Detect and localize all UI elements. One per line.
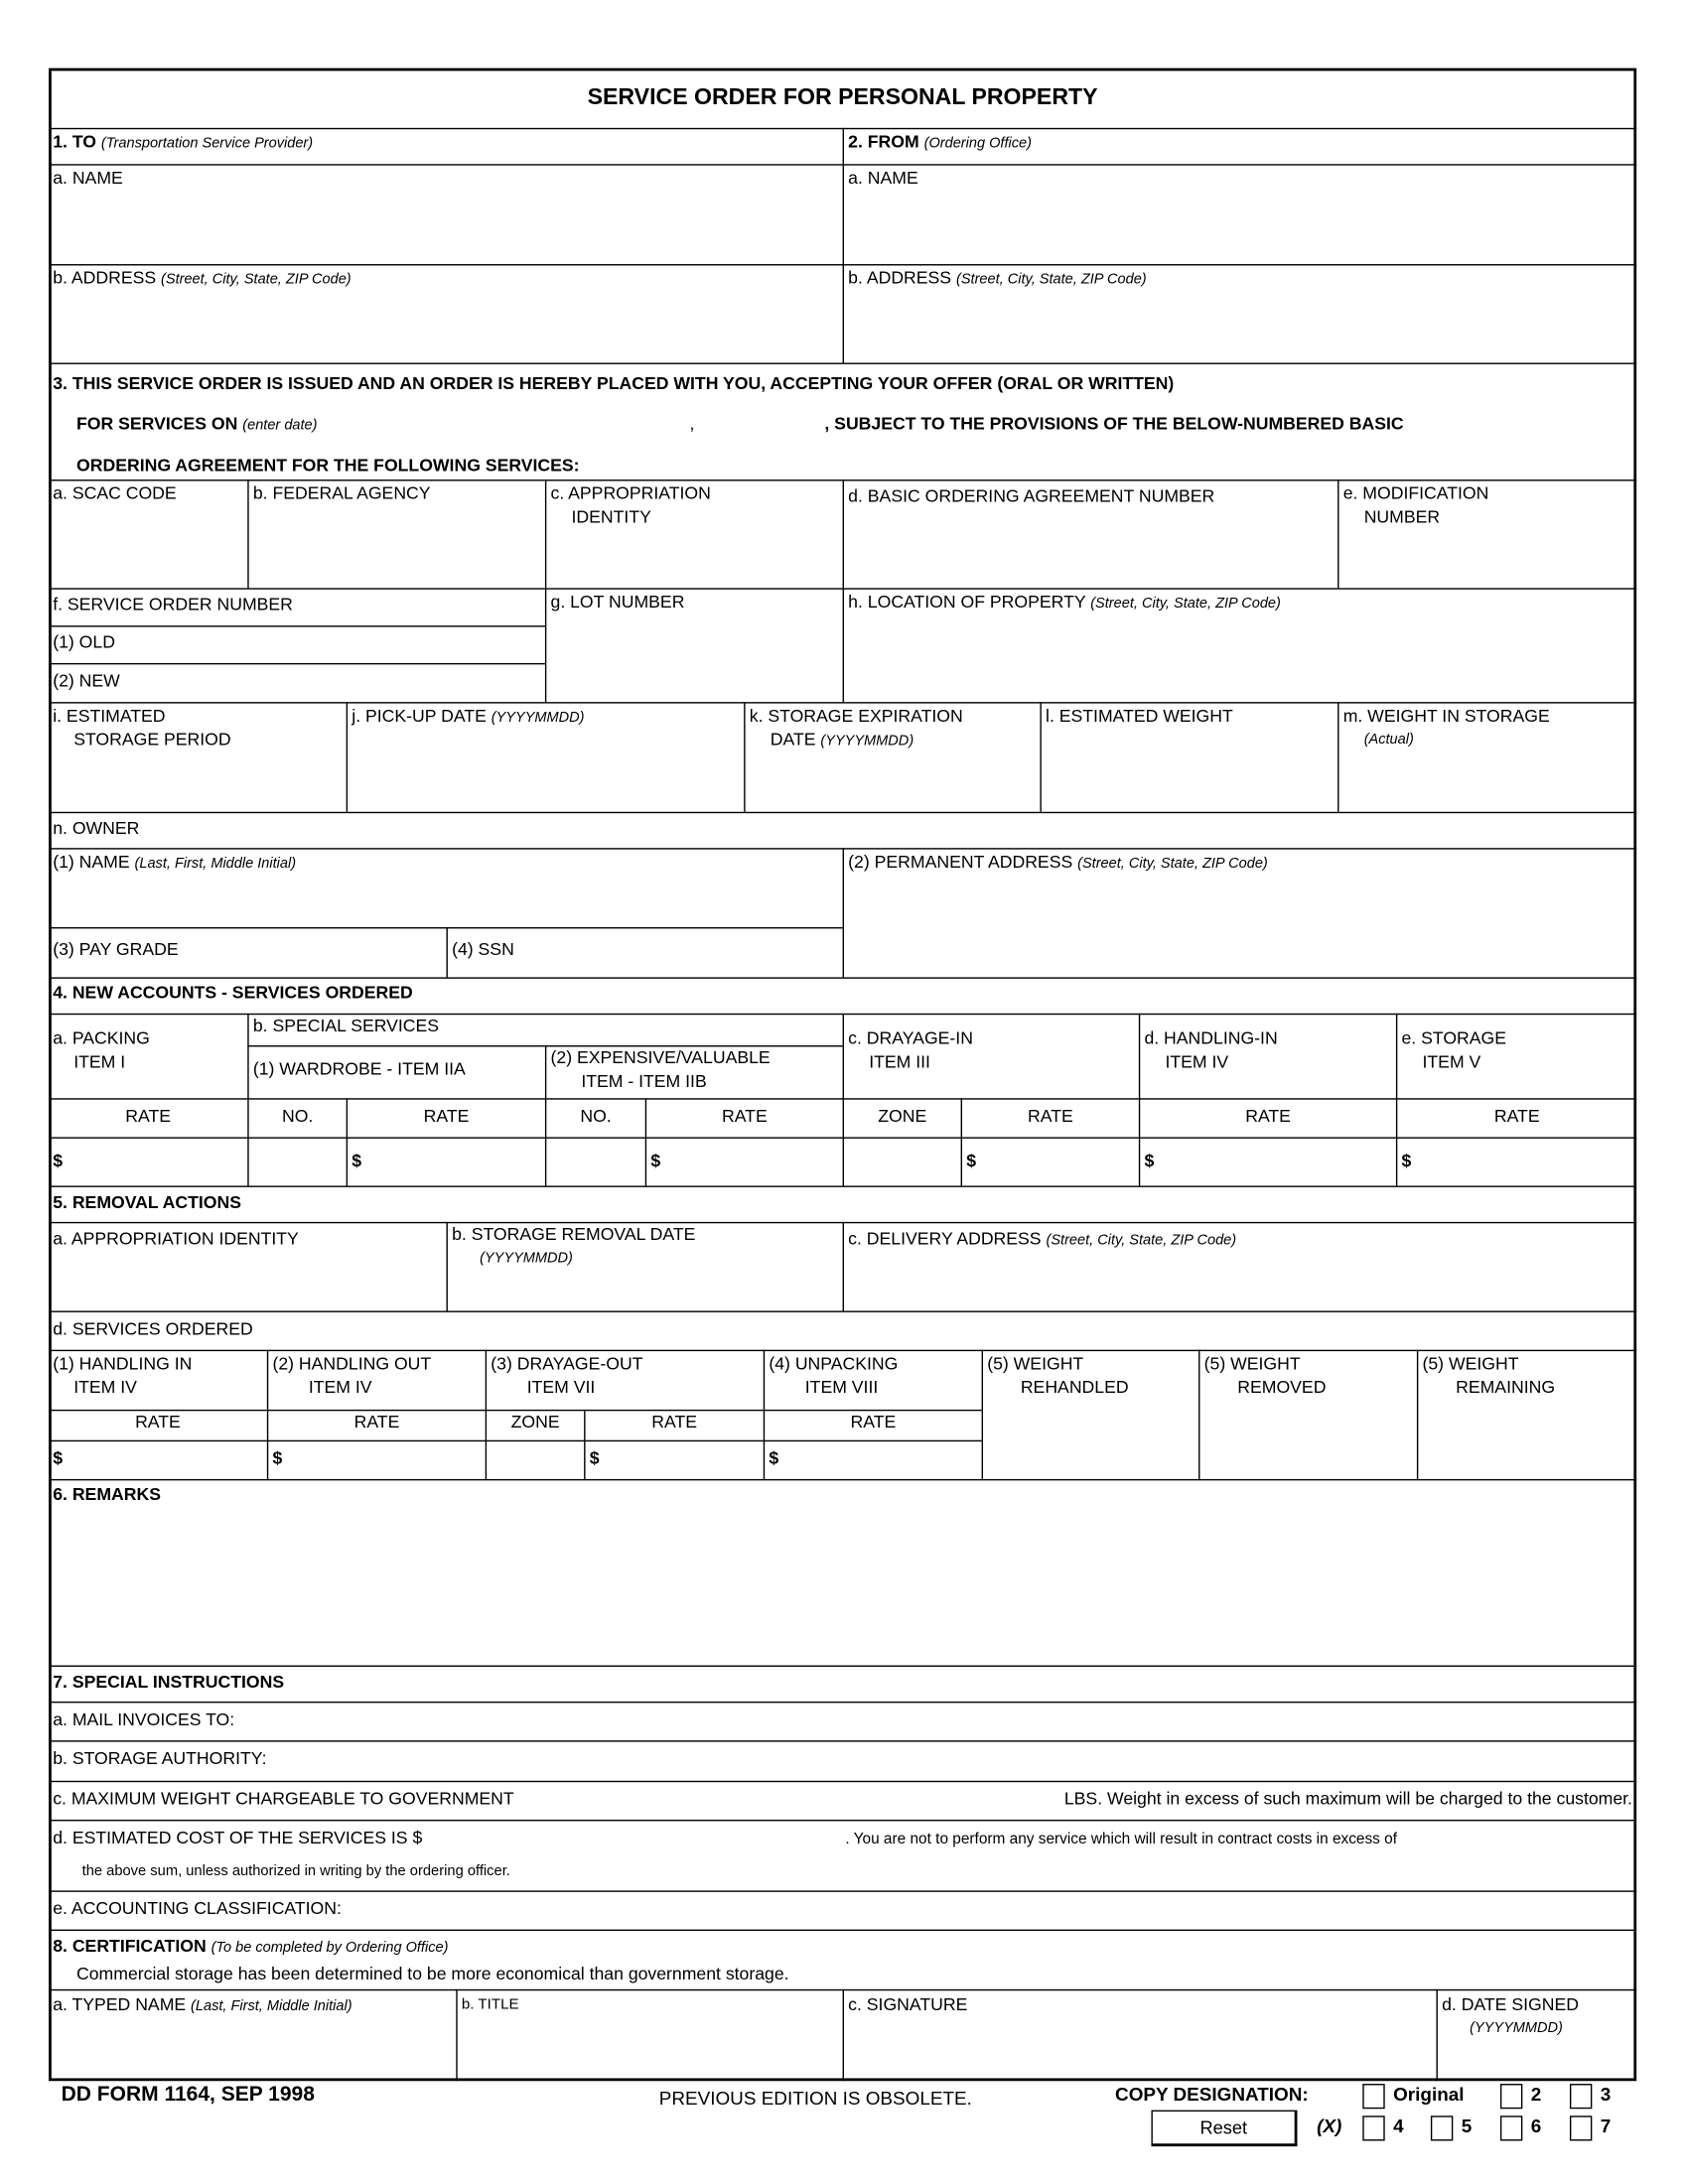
handling-in-item: ITEM IV	[1165, 1052, 1229, 1072]
certification-label: 8. CERTIFICATION	[53, 1936, 207, 1957]
col-item: ITEM VII	[526, 1377, 596, 1398]
max-weight-note: LBS. Weight in excess of such maximum will be charged to the customer.	[1063, 1789, 1632, 1809]
section-3-statement	[49, 362, 1636, 479]
certification-section	[49, 1930, 1636, 1989]
removal-appropriation-field[interactable]	[49, 1222, 446, 1311]
typed-name-field[interactable]	[49, 1989, 456, 2081]
reset-button[interactable]: Reset	[1151, 2111, 1297, 2146]
boa-number-field[interactable]	[843, 479, 1338, 588]
col-label: (4) UNPACKING	[769, 1353, 899, 1374]
service-order-number-text: f. SERVICE ORDER NUMBER	[53, 595, 293, 614]
storage-removal-date-note: (YYYYMMDD)	[480, 1251, 573, 1267]
max-weight-field[interactable]	[49, 1781, 1636, 1820]
storage-expiration-note: (YYYYMMDD)	[820, 734, 914, 750]
weight-in-storage-label: m. WEIGHT IN STORAGE	[1342, 706, 1550, 726]
date-signed-label: d. DATE SIGNED	[1442, 1994, 1579, 2015]
delivery-address-note: (Street, City, State, ZIP Code)	[1046, 1233, 1237, 1249]
property-location-note: (Street, City, State, ZIP Code)	[1090, 596, 1281, 613]
s3-subject-to: , SUBJECT TO THE PROVISIONS OF THE BELOW-NUMBERED BASIC	[824, 414, 1404, 434]
boa-number-label: d. BASIC ORDERING AGREEMENT NUMBER	[848, 486, 1215, 506]
estimated-weight-field[interactable]	[1040, 702, 1337, 812]
from-label: 2. FROM	[848, 132, 919, 152]
col-item: ITEM IV	[308, 1377, 372, 1398]
col-item: ITEM IV	[73, 1377, 137, 1398]
remarks-field[interactable]	[49, 1479, 1636, 1666]
title-field[interactable]	[456, 1989, 842, 2081]
owner-name-label: (1) NAME	[53, 852, 130, 872]
pickup-date-label: j. PICK-UP DATE	[352, 706, 487, 726]
estimated-cost-label: d. ESTIMATED COST OF THE SERVICES IS $	[53, 1828, 423, 1847]
to-name-field[interactable]	[49, 164, 843, 264]
section-4-header: 4. NEW ACCOUNTS - SERVICES ORDERED	[49, 977, 1636, 1013]
handling-out-col	[267, 1350, 486, 1410]
copy-7-checkbox[interactable]	[1570, 2116, 1592, 2140]
owner-name-note: (Last, First, Middle Initial)	[134, 856, 297, 872]
expensive-item: ITEM - ITEM IIB	[581, 1071, 707, 1092]
form-number: DD FORM 1164, SEP 1998	[61, 2082, 315, 2107]
weight-remaining-field[interactable]	[1417, 1350, 1636, 1479]
storage-removal-date-label: b. STORAGE REMOVAL DATE	[452, 1224, 696, 1245]
appropriation-identity-field[interactable]	[545, 479, 843, 588]
expensive-valuable-header	[545, 1045, 843, 1098]
copy-4-checkbox[interactable]	[1362, 2116, 1384, 2140]
federal-agency-field[interactable]	[247, 479, 545, 588]
copy-6-label: 6	[1530, 2116, 1542, 2137]
drayage-in-label: c. DRAYAGE-IN	[848, 1028, 973, 1048]
unpacking-col	[764, 1350, 982, 1410]
s3-line3: ORDERING AGREEMENT FOR THE FOLLOWING SERVICES:	[76, 456, 580, 476]
signature-field[interactable]	[843, 1989, 1437, 2081]
permanent-address-field[interactable]	[843, 848, 1637, 977]
pickup-date-note: (YYYYMMDD)	[491, 710, 585, 726]
s3-services-on: FOR SERVICES ON	[76, 414, 238, 434]
date-signed-field[interactable]	[1437, 1989, 1637, 2081]
drayage-out-rate-field[interactable]: $	[584, 1440, 764, 1479]
storage-expiration-label: k. STORAGE EXPIRATION	[749, 706, 963, 726]
copy-2-label: 2	[1530, 2084, 1542, 2106]
to-note: (Transportation Service Provider)	[100, 136, 314, 152]
s3-comma: ,	[689, 414, 695, 434]
copy-3-checkbox[interactable]	[1570, 2084, 1592, 2109]
title-label: b. TITLE	[461, 1995, 519, 2013]
property-location-field[interactable]	[843, 588, 1637, 702]
col-item: REMOVED	[1237, 1377, 1327, 1398]
col-header: RATE	[961, 1098, 1139, 1137]
from-header	[843, 128, 1637, 164]
drayage-out-col	[486, 1350, 764, 1410]
col-label: (2) HANDLING OUT	[272, 1353, 432, 1374]
handling-in-label: d. HANDLING-IN	[1144, 1028, 1278, 1048]
weight-in-storage-field[interactable]	[1337, 702, 1636, 812]
expensive-rate-field[interactable]: $	[645, 1137, 843, 1185]
removal-appropriation-label: a. APPROPRIATION IDENTITY	[53, 1228, 299, 1249]
wardrobe-header: (1) WARDROBE - ITEM IIA	[247, 1045, 545, 1098]
mail-invoices-field[interactable]	[49, 1702, 1636, 1740]
accounting-classification-label: e. ACCOUNTING CLASSIFICATION:	[53, 1898, 342, 1919]
packing-rate-field[interactable]: $	[49, 1137, 247, 1185]
col-item: REHANDLED	[1020, 1377, 1129, 1398]
copy-designation-label: COPY DESIGNATION:	[1115, 2084, 1309, 2106]
col-header: RATE	[645, 1098, 843, 1137]
storage-item: ITEM V	[1422, 1052, 1481, 1072]
ssn-field[interactable]	[446, 927, 842, 977]
col-header: ZONE	[486, 1410, 584, 1440]
delivery-address-field[interactable]	[843, 1222, 1637, 1311]
col-header: RATE	[267, 1410, 486, 1440]
accounting-classification-field[interactable]	[49, 1890, 1636, 1929]
col-header: RATE	[1396, 1098, 1636, 1137]
copy-5-checkbox[interactable]	[1431, 2116, 1453, 2140]
handling-in-rate-field[interactable]: $	[49, 1440, 267, 1479]
copy-2-checkbox[interactable]	[1500, 2084, 1522, 2109]
owner-header	[49, 812, 1636, 848]
handling-out-rate-field[interactable]: $	[267, 1440, 486, 1479]
drayage-in-item: ITEM III	[869, 1052, 930, 1072]
estimated-cost-note-2: the above sum, unless authorized in writing by the ordering officer.	[81, 1862, 510, 1880]
col-header: RATE	[764, 1410, 982, 1440]
date-signed-note: (YYYYMMDD)	[1470, 2021, 1563, 2037]
so-new-field[interactable]	[49, 663, 545, 702]
modification-label-2: NUMBER	[1363, 507, 1441, 527]
services-ordered-header: d. SERVICES ORDERED	[49, 1310, 1636, 1349]
appropriation-label-2: IDENTITY	[571, 507, 651, 527]
estimated-cost-note: . You are not to perform any service which will result in contract costs in excess of	[845, 1831, 1398, 1847]
handling-in-col	[49, 1350, 267, 1410]
permanent-address-label: (2) PERMANENT ADDRESS	[848, 852, 1073, 872]
from-address-field[interactable]	[843, 264, 1637, 362]
so-old-field[interactable]	[49, 625, 545, 663]
weight-rehandled-field[interactable]	[982, 1350, 1198, 1479]
so-old-label: (1) OLD	[53, 632, 115, 652]
section-5-header: 5. REMOVAL ACTIONS	[49, 1185, 1636, 1221]
drayage-in-header	[843, 1014, 1139, 1098]
copy-6-checkbox[interactable]	[1500, 2116, 1522, 2140]
drayage-rate-field[interactable]: $	[961, 1137, 1139, 1185]
owner-name-field[interactable]	[49, 848, 843, 927]
storage-label: e. STORAGE	[1401, 1028, 1507, 1048]
federal-agency-label: b. FEDERAL AGENCY	[252, 483, 431, 503]
copy-7-label: 7	[1600, 2116, 1612, 2137]
col-label: (1) HANDLING IN	[53, 1353, 193, 1374]
handling-rate-field[interactable]: $	[1139, 1137, 1396, 1185]
signature-label: c. SIGNATURE	[848, 1994, 968, 2015]
delivery-address-label: c. DELIVERY ADDRESS	[848, 1228, 1042, 1249]
section-7-header: 7. SPECIAL INSTRUCTIONS	[49, 1666, 1636, 1702]
storage-expiration-field[interactable]	[744, 702, 1040, 812]
copy-4-label: 4	[1393, 2116, 1404, 2137]
col-header: RATE	[49, 1410, 267, 1440]
storage-removal-date-field[interactable]	[446, 1222, 842, 1311]
storage-period-label-2: STORAGE PERIOD	[73, 730, 231, 750]
col-header: RATE	[49, 1098, 247, 1137]
handling-in-header	[1139, 1014, 1396, 1098]
certification-note: (To be completed by Ordering Office)	[211, 1940, 449, 1957]
from-name-field[interactable]	[843, 164, 1637, 264]
weight-removed-field[interactable]	[1198, 1350, 1417, 1479]
storage-authority-field[interactable]	[49, 1740, 1636, 1781]
storage-rate-field[interactable]: $	[1396, 1137, 1636, 1185]
to-name-label: a. NAME	[53, 168, 123, 189]
expensive-label: (2) EXPENSIVE/VALUABLE	[550, 1047, 771, 1068]
packing-header	[49, 1014, 247, 1098]
col-header: NO.	[247, 1098, 346, 1137]
weight-in-storage-note: (Actual)	[1363, 732, 1414, 749]
drayage-zone-field[interactable]	[843, 1137, 961, 1185]
from-note: (Ordering Office)	[923, 136, 1032, 152]
packing-label: a. PACKING	[53, 1028, 150, 1048]
packing-item: ITEM I	[73, 1052, 126, 1072]
from-name-label: a. NAME	[848, 168, 918, 189]
col-label: (3) DRAYAGE-OUT	[491, 1353, 643, 1374]
ssn-label: (4) SSN	[452, 939, 514, 960]
property-location-label: h. LOCATION OF PROPERTY	[848, 592, 1086, 613]
appropriation-label: c. APPROPRIATION	[550, 483, 711, 503]
wardrobe-no-field[interactable]	[247, 1137, 346, 1185]
storage-header	[1396, 1014, 1636, 1098]
special-services-header: b. SPECIAL SERVICES	[247, 1014, 842, 1045]
expensive-no-field[interactable]	[545, 1137, 645, 1185]
to-address-note: (Street, City, State, ZIP Code)	[161, 272, 352, 288]
s3-line1: 3. THIS SERVICE ORDER IS ISSUED AND AN ORDER IS HEREBY PLACED WITH YOU, ACCEPTING YOUR OFFER (ORAL OR WRITTEN)	[53, 373, 1175, 394]
unpacking-rate-field[interactable]: $	[764, 1440, 982, 1479]
mail-invoices-label: a. MAIL INVOICES TO:	[53, 1709, 235, 1729]
lot-number-label: g. LOT NUMBER	[550, 592, 685, 613]
col-label: (5) WEIGHT	[987, 1353, 1084, 1374]
copy-original-checkbox[interactable]	[1362, 2084, 1384, 2109]
col-header: RATE	[347, 1098, 545, 1137]
service-order-number-label	[49, 588, 545, 625]
permanent-address-note: (Street, City, State, ZIP Code)	[1077, 856, 1268, 872]
from-address-note: (Street, City, State, ZIP Code)	[955, 272, 1147, 288]
estimated-cost-field[interactable]	[49, 1820, 1636, 1890]
modification-number-field[interactable]	[1337, 479, 1636, 588]
col-label: (5) WEIGHT	[1203, 1353, 1301, 1374]
typed-name-label: a. TYPED NAME	[53, 1994, 187, 2015]
storage-expiration-label-2: DATE	[770, 730, 816, 750]
copy-original-label: Original	[1393, 2084, 1465, 2106]
copy-3-label: 3	[1600, 2084, 1612, 2106]
lot-number-field[interactable]	[545, 588, 843, 702]
estimated-weight-label: l. ESTIMATED WEIGHT	[1046, 706, 1233, 726]
to-address-label: b. ADDRESS	[53, 268, 157, 288]
col-label: (5) WEIGHT	[1422, 1353, 1519, 1374]
col-header: RATE	[584, 1410, 764, 1440]
to-address-field[interactable]	[49, 264, 843, 362]
col-item: REMAINING	[1456, 1377, 1556, 1398]
pay-grade-label: (3) PAY GRADE	[53, 939, 179, 960]
owner-label: n. OWNER	[53, 818, 140, 839]
col-header: RATE	[1139, 1098, 1396, 1137]
max-weight-label: c. MAXIMUM WEIGHT CHARGEABLE TO GOVERNMENT	[53, 1789, 514, 1809]
wardrobe-rate-field[interactable]: $	[347, 1137, 545, 1185]
so-new-label: (2) NEW	[53, 671, 120, 691]
pickup-date-field[interactable]	[347, 702, 744, 812]
x-marker: (X)	[1317, 2116, 1342, 2137]
scac-code-label: a. SCAC CODE	[53, 483, 177, 503]
drayage-out-zone-field[interactable]	[486, 1440, 584, 1479]
to-label: 1. TO	[53, 132, 96, 152]
pay-grade-field[interactable]	[49, 927, 446, 977]
estimated-storage-period-field[interactable]	[49, 702, 347, 812]
typed-name-note: (Last, First, Middle Initial)	[191, 1998, 352, 2015]
form-title: SERVICE ORDER FOR PERSONAL PROPERTY	[587, 84, 1098, 110]
scac-code-field[interactable]	[49, 479, 247, 588]
col-header: ZONE	[843, 1098, 961, 1137]
copy-5-label: 5	[1461, 2116, 1473, 2137]
certification-statement: Commercial storage has been determined to be more economical than government storage.	[76, 1964, 789, 1984]
s3-line2	[53, 404, 1632, 446]
col-header: NO.	[545, 1098, 645, 1137]
storage-period-label: i. ESTIMATED	[53, 706, 166, 726]
from-address-label: b. ADDRESS	[848, 268, 952, 288]
obsolete-notice: PREVIOUS EDITION IS OBSOLETE.	[658, 2088, 972, 2110]
storage-authority-label: b. STORAGE AUTHORITY:	[53, 1748, 267, 1769]
col-item: ITEM VIII	[804, 1377, 879, 1398]
to-header	[49, 128, 843, 164]
s3-enter-date-note: (enter date)	[242, 418, 318, 434]
remarks-label: 6. REMARKS	[53, 1484, 161, 1505]
modification-label: e. MODIFICATION	[1342, 483, 1489, 503]
